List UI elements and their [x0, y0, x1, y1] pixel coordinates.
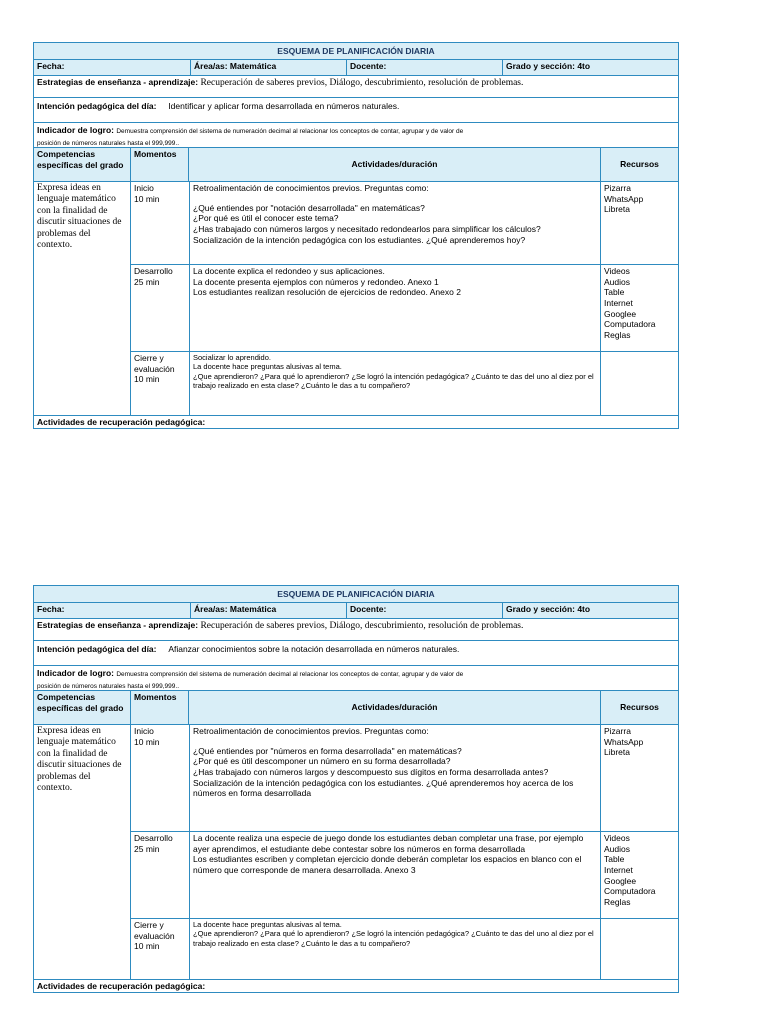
estrategias-value: Recuperación de saberes previos, Diálogo, descubrimiento, resolución de problemas.	[200, 621, 524, 631]
area-label: Área/as: Matemática	[190, 60, 346, 75]
desarrollo-row	[131, 831, 678, 918]
grado-label: Grado y sección: 4to	[502, 60, 678, 75]
competencia-text: Expresa ideas en lenguaje matemático con la finalidad de discutir situaciones de problemas del contexto.	[37, 726, 122, 793]
desarrollo-activities	[189, 832, 600, 918]
activity-line: La docente hace preguntas alusivas al tema.	[193, 362, 342, 372]
content-row	[34, 181, 678, 415]
desarrollo-resources	[600, 832, 678, 918]
columns-header	[34, 690, 678, 724]
cierre-label: Cierre y evaluación	[134, 353, 175, 374]
resource-item: Computadora	[604, 886, 656, 897]
activity-line: La docente presenta ejemplos con números y redondeo. Anexo 1	[193, 276, 439, 287]
intencion-label: Intención pedagógica del día:	[37, 644, 157, 654]
activity-line: ¿Por qué es útil descomponer un número en su forma desarrollada?	[193, 756, 451, 767]
activity-line: Socializar lo aprendido.	[193, 353, 271, 362]
resource-item: Audios	[604, 276, 630, 287]
intencion-row	[34, 640, 678, 665]
cierre-resources	[600, 919, 678, 979]
activity-line: La docente hace preguntas alusivas al tema.	[193, 920, 342, 929]
activity-line: ¿Que aprendieron? ¿Para qué lo aprendieron? ¿Se logró la intención pedagógica? ¿Cuánto te das del uno al diez por el trabajo realizado en esta clase? ¿Cuánto le das a tu compañero?	[193, 929, 594, 948]
activity-line: Retroalimentación de conocimientos previos. Preguntas como:	[193, 726, 429, 736]
desarrollo-resources	[600, 265, 678, 351]
recuperacion-row	[34, 415, 678, 428]
resource-item: Googlee	[604, 308, 637, 319]
indicador-row	[34, 665, 678, 690]
activity-line: ¿Por qué es útil el conocer este tema?	[193, 213, 339, 224]
activity-line: La docente explica el redondeo y sus aplicaciones.	[193, 266, 385, 276]
desarrollo-label: Desarrollo	[134, 266, 173, 276]
resource-item: Libreta	[604, 747, 630, 758]
competencia-text: Expresa ideas en lenguaje matemático con la finalidad de discutir situaciones de problemas del contexto.	[37, 183, 122, 250]
col-competencias: Competencias específicas del grado	[37, 692, 124, 713]
resource-item: WhatsApp	[604, 736, 644, 747]
activity-line: ¿Qué entiendes por "números en forma desarrollada" en matemáticas?	[193, 745, 462, 756]
plan-table-1	[33, 42, 679, 429]
inicio-time: 10 min	[134, 193, 160, 204]
desarrollo-time: 25 min	[134, 843, 160, 854]
col-momentos: Momentos	[130, 148, 188, 181]
cierre-row	[131, 918, 678, 979]
grado-label: Grado y sección: 4to	[502, 603, 678, 618]
activity-line: Los estudiantes realizan resolución de ejercicios de redondeo. Anexo 2	[193, 287, 461, 298]
activity-line: ¿Qué entiendes por "notación desarrollada" en matemáticas?	[193, 202, 425, 213]
inicio-resources	[600, 182, 678, 264]
resource-item: Reglas	[604, 329, 631, 340]
fecha-label: Fecha:	[37, 604, 65, 614]
fecha-label: Fecha:	[37, 61, 65, 71]
activity-line: La docente realiza una especie de juego donde los estudiantes deban completar una frase, por ejemplo ayer aprendimos, el estudiante debe contestar sobre los números en forma desarrollada	[193, 833, 584, 854]
cierre-time: 10 min	[134, 374, 160, 385]
cierre-row	[131, 351, 678, 415]
col-recursos: Recursos	[600, 148, 678, 181]
estrategias-label: Estrategias de enseñanza - aprendizaje:	[37, 77, 199, 87]
resource-item: Table	[604, 287, 625, 298]
activity-line: Socialización de la intención pedagógica con los estudiantes. ¿Qué aprenderemos hoy acerca de los números en forma desarrollada	[193, 777, 574, 799]
desarrollo-label: Desarrollo	[134, 833, 173, 843]
plan-title: ESQUEMA DE PLANIFICACIÓN DIARIA	[34, 43, 678, 59]
resource-item: WhatsApp	[604, 193, 644, 204]
col-momentos: Momentos	[130, 691, 188, 724]
intencion-value: Identificar y aplicar forma desarrollada en números naturales.	[168, 101, 400, 111]
intencion-value: Afianzar conocimientos sobre la notación desarrollada en números naturales.	[168, 644, 460, 654]
columns-header	[34, 147, 678, 181]
resource-item: Pizarra	[604, 726, 631, 736]
area-label: Área/as: Matemática	[190, 603, 346, 618]
cierre-activities	[189, 919, 600, 979]
estrategias-row	[34, 75, 678, 97]
header-row	[34, 602, 678, 618]
activity-line	[193, 737, 597, 746]
indicador-row	[34, 122, 678, 147]
cierre-activities	[189, 352, 600, 415]
resource-item: Libreta	[604, 204, 630, 215]
recuperacion-row	[34, 979, 678, 992]
col-actividades: Actividades/duración	[188, 691, 600, 724]
docente-label: Docente:	[346, 60, 502, 75]
col-competencias: Competencias específicas del grado	[37, 149, 124, 170]
resource-item: Internet	[604, 297, 633, 308]
indicador-value: Demuestra comprensión del sistema de numeración decimal al relacionar los conceptos de contar, agrupar y de valor de	[116, 128, 464, 135]
inicio-label: Inicio	[134, 183, 154, 193]
intencion-label: Intención pedagógica del día:	[37, 101, 157, 111]
activity-line: ¿Has trabajado con números largos y necesitado redondearlos para simplificar los cálculos?	[193, 223, 541, 234]
activity-line: Retroalimentación de conocimientos previos. Preguntas como:	[193, 183, 429, 193]
inicio-row	[131, 182, 678, 264]
resource-item: Internet	[604, 864, 633, 875]
content-row	[34, 724, 678, 979]
cierre-resources	[600, 352, 678, 415]
activity-line: ¿Has trabajado con números largos y descompuesto sus dígitos en forma desarrollada antes?	[193, 766, 549, 777]
resource-item: Table	[604, 854, 625, 865]
resource-item: Audios	[604, 843, 630, 854]
cierre-label: Cierre y evaluación	[134, 920, 175, 941]
desarrollo-time: 25 min	[134, 276, 160, 287]
intencion-row	[34, 97, 678, 122]
resource-item: Videos	[604, 833, 630, 843]
activity-line	[193, 194, 597, 203]
inicio-time: 10 min	[134, 736, 160, 747]
plan-table-2	[33, 585, 679, 993]
resource-item: Videos	[604, 266, 630, 276]
inicio-activities	[189, 725, 600, 831]
col-recursos: Recursos	[600, 691, 678, 724]
inicio-row	[131, 725, 678, 831]
header-row	[34, 59, 678, 75]
indicador-value-2: posición de números naturales hasta el 999,999..	[37, 682, 180, 690]
desarrollo-row	[131, 264, 678, 351]
inicio-activities	[189, 182, 600, 264]
estrategias-value: Recuperación de saberes previos, Diálogo, descubrimiento, resolución de problemas.	[200, 78, 524, 88]
plan-title: ESQUEMA DE PLANIFICACIÓN DIARIA	[34, 586, 678, 602]
recuperacion-label: Actividades de recuperación pedagógica:	[37, 981, 206, 991]
desarrollo-activities	[189, 265, 600, 351]
activity-line: Socialización de la intención pedagógica con los estudiantes. ¿Qué aprenderemos hoy?	[193, 234, 526, 245]
resource-item: Googlee	[604, 875, 637, 886]
recuperacion-label: Actividades de recuperación pedagógica:	[37, 417, 206, 427]
indicador-label: Indicador de logro:	[37, 668, 114, 678]
resource-item: Reglas	[604, 896, 631, 907]
indicador-label: Indicador de logro:	[37, 125, 114, 135]
estrategias-label: Estrategias de enseñanza - aprendizaje:	[37, 620, 199, 630]
activity-line: Los estudiantes escriben y completan ejercicio donde deberán completar los espacios en blanco con el número que corresponde de manera desarrollada. Anexo 3	[193, 854, 582, 875]
col-actividades: Actividades/duración	[188, 148, 600, 181]
inicio-label: Inicio	[134, 726, 154, 736]
activity-line: ¿Que aprendieron? ¿Para qué lo aprendieron? ¿Se logró la intención pedagógica? ¿Cuánto te das del uno al diez por el trabajo realizado en esta clase? ¿Cuánto le das a tu compañero?	[193, 371, 594, 391]
indicador-value: Demuestra comprensión del sistema de numeración decimal al relacionar los conceptos de contar, agrupar y de valor de	[116, 671, 464, 678]
docente-label: Docente:	[346, 603, 502, 618]
estrategias-row	[34, 618, 678, 640]
resource-item: Computadora	[604, 319, 656, 330]
resource-item: Pizarra	[604, 183, 631, 193]
indicador-value-2: posición de números naturales hasta el 999,999..	[37, 139, 180, 147]
cierre-time: 10 min	[134, 941, 160, 952]
inicio-resources	[600, 725, 678, 831]
